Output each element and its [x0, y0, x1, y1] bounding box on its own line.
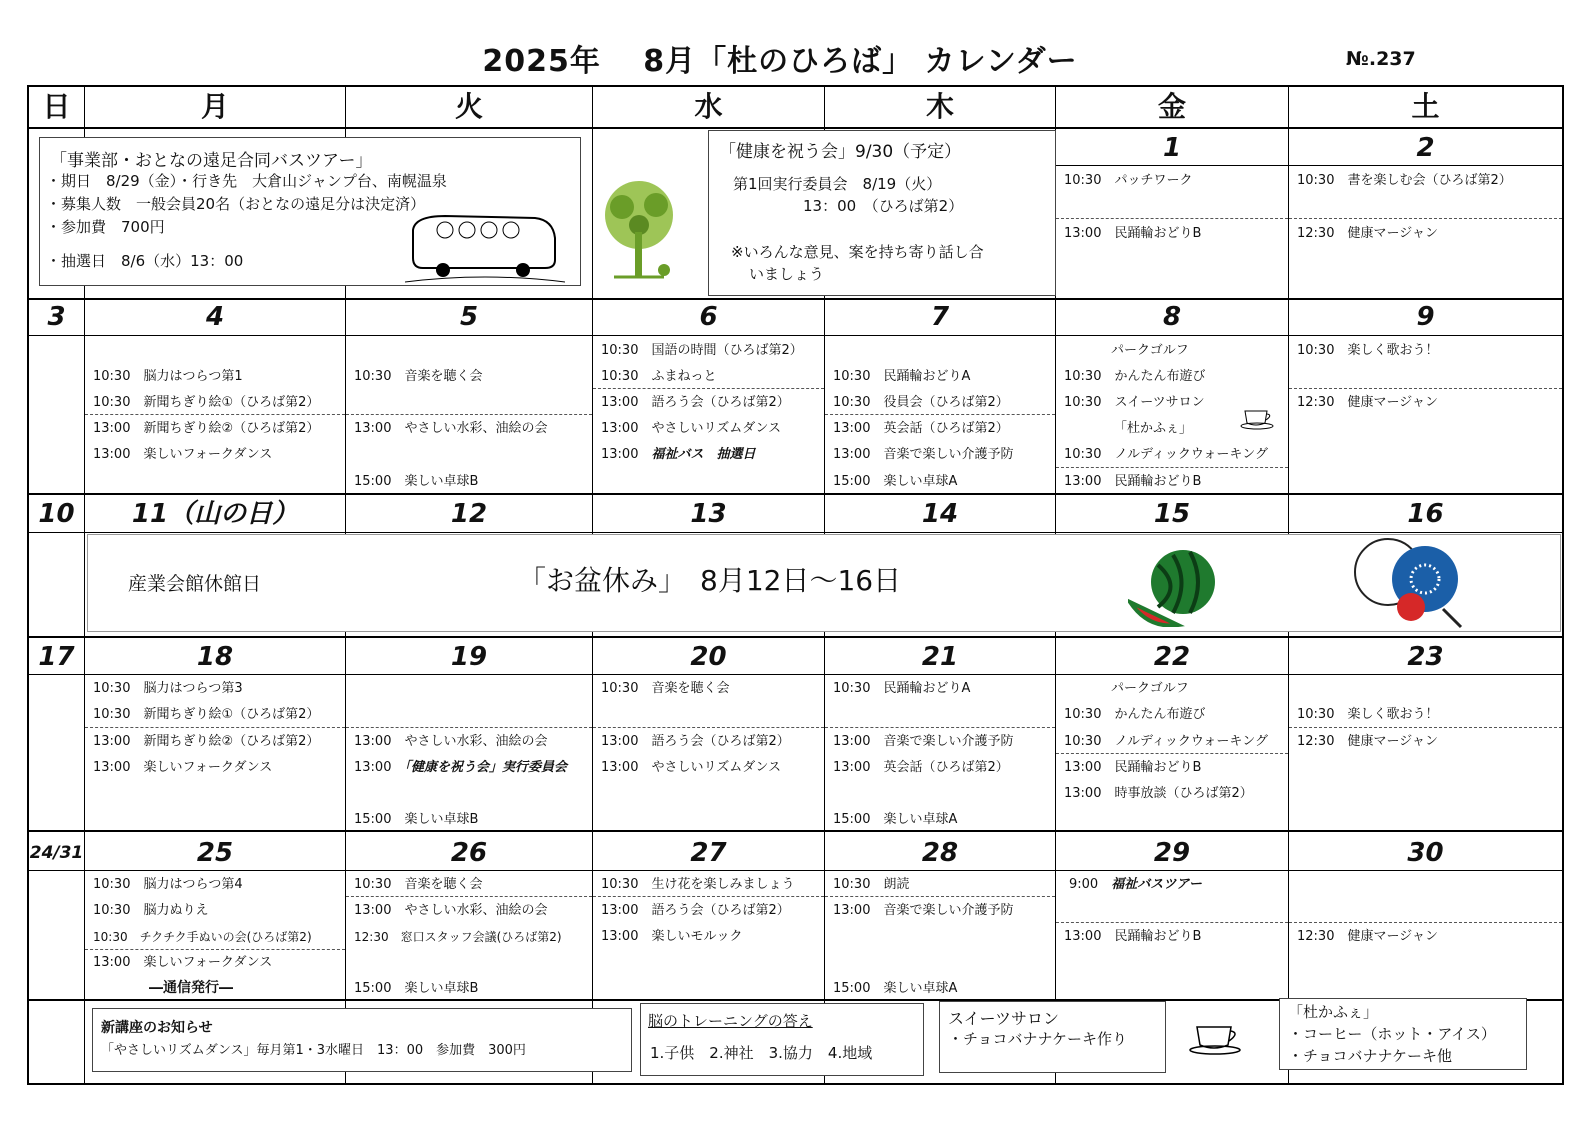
event: 10:30 脳力はつらつ第1 — [93, 369, 243, 384]
event: 10:30 新聞ちぎり絵①（ひろば第2） — [93, 707, 320, 722]
sweets-salon-notice — [939, 1001, 1166, 1073]
page-title: 2025年 8月「杜のひろば」 カレンダー — [482, 44, 1078, 79]
day-8: 8 — [1162, 302, 1182, 332]
cafe-line: ・コーヒー（ホット・アイス） — [1288, 1025, 1496, 1043]
event: 13:00 楽しいモルック — [601, 929, 743, 944]
event: 13:00 やさしいリズムダンス — [601, 760, 781, 775]
event: パークゴルフ — [1111, 681, 1189, 696]
day-26: 26 — [450, 838, 488, 868]
new-course-text: 「やさしいリズムダンス」毎月第1・3水曜日 13：00 参加費 300円 — [101, 1043, 526, 1058]
bus-tour-notice — [39, 137, 581, 286]
issue-number: №.237 — [1346, 48, 1416, 70]
brain-training-answers — [640, 1003, 924, 1076]
event: 13:00 英会話（ひろば第2） — [833, 760, 1009, 775]
day-24-31: 24/31 — [29, 843, 84, 863]
event: 12:30 窓口スタッフ会議(ひろば第2) — [354, 930, 562, 944]
day-19: 19 — [450, 642, 488, 672]
coffee-cup-icon — [1239, 405, 1277, 431]
event: 13:00 新聞ちぎり絵②（ひろば第2） — [93, 734, 320, 749]
weekday-thu: 木 — [925, 90, 954, 123]
event: 13:00 語ろう会（ひろば第2） — [601, 903, 790, 918]
health-party-line: 13：00 （ひろば第2） — [803, 197, 964, 215]
tree-illustration — [594, 177, 684, 292]
bus-tour-heading: 「事業部・おとなの遠足合同バスツアー」 — [50, 151, 373, 171]
event: 12:30 健康マージャン — [1297, 395, 1438, 410]
event: 13:00 民踊輪おどりB — [1064, 226, 1202, 241]
day-29: 29 — [1153, 838, 1191, 868]
day-3: 3 — [47, 302, 66, 332]
event: 10:30 ノルディックウォーキング — [1064, 734, 1268, 749]
day-12: 12 — [450, 499, 488, 529]
event: 10:30 チクチク手ぬいの会(ひろば第2) — [93, 930, 312, 944]
event: 15:00 楽しい卓球B — [354, 474, 479, 489]
event: 13:00 音楽で楽しい介護予防 — [833, 734, 1014, 749]
health-party-notice — [708, 130, 1056, 296]
event: 10:30 生け花を楽しみましょう — [601, 877, 795, 892]
event: パークゴルフ — [1111, 343, 1189, 358]
brain-training-text: 1.子供 2.神社 3.協力 4.地域 — [650, 1044, 873, 1062]
day-25: 25 — [196, 838, 234, 868]
event: 12:30 健康マージャン — [1297, 929, 1438, 944]
sweets-salon-text: ・チョコバナナケーキ作り — [948, 1030, 1127, 1048]
event: 10:30 民踊輪おどりA — [833, 681, 971, 696]
event: 13:00 語ろう会（ひろば第2） — [601, 734, 790, 749]
day-11: 11（山の日） — [131, 499, 299, 529]
event: 10:30 脳力はつらつ第3 — [93, 681, 243, 696]
day-14: 14 — [921, 499, 959, 529]
day-9: 9 — [1416, 302, 1435, 332]
event: 13:00 民踊輪おどりB — [1064, 929, 1202, 944]
event: 12:30 健康マージャン — [1297, 734, 1438, 749]
day-22: 22 — [1153, 642, 1191, 672]
day-6: 6 — [699, 302, 718, 332]
cafe-heading: 「杜かふぇ」 — [1288, 1003, 1379, 1021]
event: 13:00 福祉バス 抽選日 — [601, 447, 756, 462]
health-party-line: 第1回実行委員会 8/19（火） — [733, 175, 942, 193]
new-course-notice — [92, 1008, 632, 1072]
bus-tour-line: ・募集人数 一般会員20名（おとなの遠足分は決定済） — [46, 195, 426, 213]
event: 10:30 役員会（ひろば第2） — [833, 395, 1009, 410]
event: 15:00 楽しい卓球A — [833, 474, 958, 489]
event: 10:30 ノルディックウォーキング — [1064, 447, 1268, 462]
event: 13:00 やさしい水彩、油絵の会 — [354, 903, 548, 918]
bus-tour-line: ・期日 8/29（金）・行き先 大倉山ジャンプ台、南幌温泉 — [46, 172, 447, 190]
cafe-notice — [1279, 998, 1527, 1070]
event: 13:00 民踊輪おどりB — [1064, 760, 1202, 775]
calendar-grid — [27, 85, 1564, 1085]
day-4: 4 — [205, 302, 225, 332]
event: 13:00 「健康を祝う会」実行委員会 — [354, 760, 567, 775]
day-21: 21 — [921, 642, 959, 672]
event: 10:30 音楽を聴く会 — [354, 877, 483, 892]
event: 13:00 やさしいリズムダンス — [601, 421, 781, 436]
health-party-line: いましょう — [749, 265, 825, 283]
weekday-sat: 土 — [1411, 90, 1440, 123]
bus-icon — [405, 208, 565, 288]
event: 9:00 福祉バスツアー — [1069, 877, 1202, 892]
event: 13:00 楽しいフォークダンス — [93, 447, 273, 462]
newsletter-notice: ―通信発行― — [149, 980, 233, 996]
event: 15:00 楽しい卓球A — [833, 812, 958, 827]
event: 10:30 国語の時間（ひろば第2） — [601, 343, 803, 358]
obon-label: 「お盆休み」 8月12日～16日 — [518, 564, 902, 597]
event: 10:30 楽しく歌おう！ — [1297, 343, 1439, 358]
day-28: 28 — [921, 838, 959, 868]
event: 10:30 音楽を聴く会 — [601, 681, 730, 696]
weekday-tue: 火 — [454, 90, 483, 123]
event: 10:30 スイーツサロン — [1064, 395, 1205, 410]
event: 10:30 楽しく歌おう！ — [1297, 707, 1439, 722]
event: 「杜かふぇ」 — [1114, 421, 1193, 436]
event: 13:00 楽しいフォークダンス — [93, 760, 273, 775]
event: 13:00 語ろう会（ひろば第2） — [601, 395, 790, 410]
weekday-mon: 月 — [200, 90, 229, 123]
cafe-line: ・チョコバナナケーキ他 — [1288, 1047, 1452, 1065]
day-20: 20 — [690, 642, 727, 672]
day-1: 1 — [1162, 133, 1182, 163]
day-5: 5 — [459, 302, 479, 332]
day-17: 17 — [38, 642, 75, 672]
event: 12:30 健康マージャン — [1297, 226, 1438, 241]
fan-icon — [1343, 537, 1473, 629]
health-party-line: ※いろんな意見、案を持ち寄り話し合 — [731, 243, 984, 261]
event: 10:30 パッチワーク — [1064, 173, 1193, 188]
weekday-fri: 金 — [1157, 90, 1186, 123]
new-course-heading: 新講座のお知らせ — [101, 1020, 213, 1036]
event: 13:00 英会話（ひろば第2） — [833, 421, 1009, 436]
day-16: 16 — [1407, 499, 1444, 529]
day-23: 23 — [1407, 642, 1444, 672]
event: 10:30 書を楽しむ会（ひろば第2） — [1297, 173, 1512, 188]
weekday-sun: 日 — [42, 90, 71, 123]
event: 15:00 楽しい卓球B — [354, 812, 479, 827]
event: 10:30 ふまねっと — [601, 369, 717, 384]
event: 10:30 かんたん布遊び — [1064, 369, 1206, 384]
event: 13:00 時事放談（ひろば第2） — [1064, 786, 1253, 801]
event: 15:00 楽しい卓球A — [833, 981, 958, 996]
event: 13:00 やさしい水彩、油絵の会 — [354, 734, 548, 749]
day-13: 13 — [690, 499, 727, 529]
event: 13:00 新聞ちぎり絵②（ひろば第2） — [93, 421, 320, 436]
weekday-wed: 水 — [694, 90, 723, 123]
event: 10:30 朗読 — [833, 877, 910, 892]
event: 10:30 音楽を聴く会 — [354, 369, 483, 384]
day-2: 2 — [1416, 133, 1435, 163]
day-27: 27 — [690, 838, 727, 868]
day-18: 18 — [196, 642, 234, 672]
day-30: 30 — [1407, 838, 1444, 868]
event: 13:00 民踊輪おどりB — [1064, 474, 1202, 489]
event: 13:00 やさしい水彩、油絵の会 — [354, 421, 548, 436]
event: 10:30 新聞ちぎり絵①（ひろば第2） — [93, 395, 320, 410]
event: 10:30 民踊輪おどりA — [833, 369, 971, 384]
closed-day-label: 産業会館休館日 — [128, 573, 262, 595]
coffee-cup-icon — [1187, 1017, 1247, 1057]
event: 15:00 楽しい卓球B — [354, 981, 479, 996]
event: 10:30 かんたん布遊び — [1064, 707, 1206, 722]
day-10: 10 — [38, 499, 75, 529]
watermelon-icon — [1128, 547, 1223, 627]
health-party-heading: 「健康を祝う会」9/30（予定） — [719, 142, 962, 162]
day-7: 7 — [930, 302, 950, 332]
obon-banner — [87, 534, 1561, 632]
event: 10:30 脳力はつらつ第4 — [93, 877, 243, 892]
brain-training-heading: 脳のトレーニングの答え — [648, 1012, 813, 1030]
event: 13:00 音楽で楽しい介護予防 — [833, 447, 1014, 462]
bus-tour-line: ・参加費 700円 — [46, 218, 165, 236]
bus-tour-line: ・抽選日 8/6（水）13：00 — [46, 252, 244, 270]
day-15: 15 — [1153, 499, 1191, 529]
sweets-salon-heading: スイーツサロン — [948, 1009, 1060, 1028]
event: 13:00 楽しいフォークダンス — [93, 955, 273, 970]
event: 13:00 音楽で楽しい介護予防 — [833, 903, 1014, 918]
event: 10:30 脳力ぬりえ — [93, 903, 209, 918]
